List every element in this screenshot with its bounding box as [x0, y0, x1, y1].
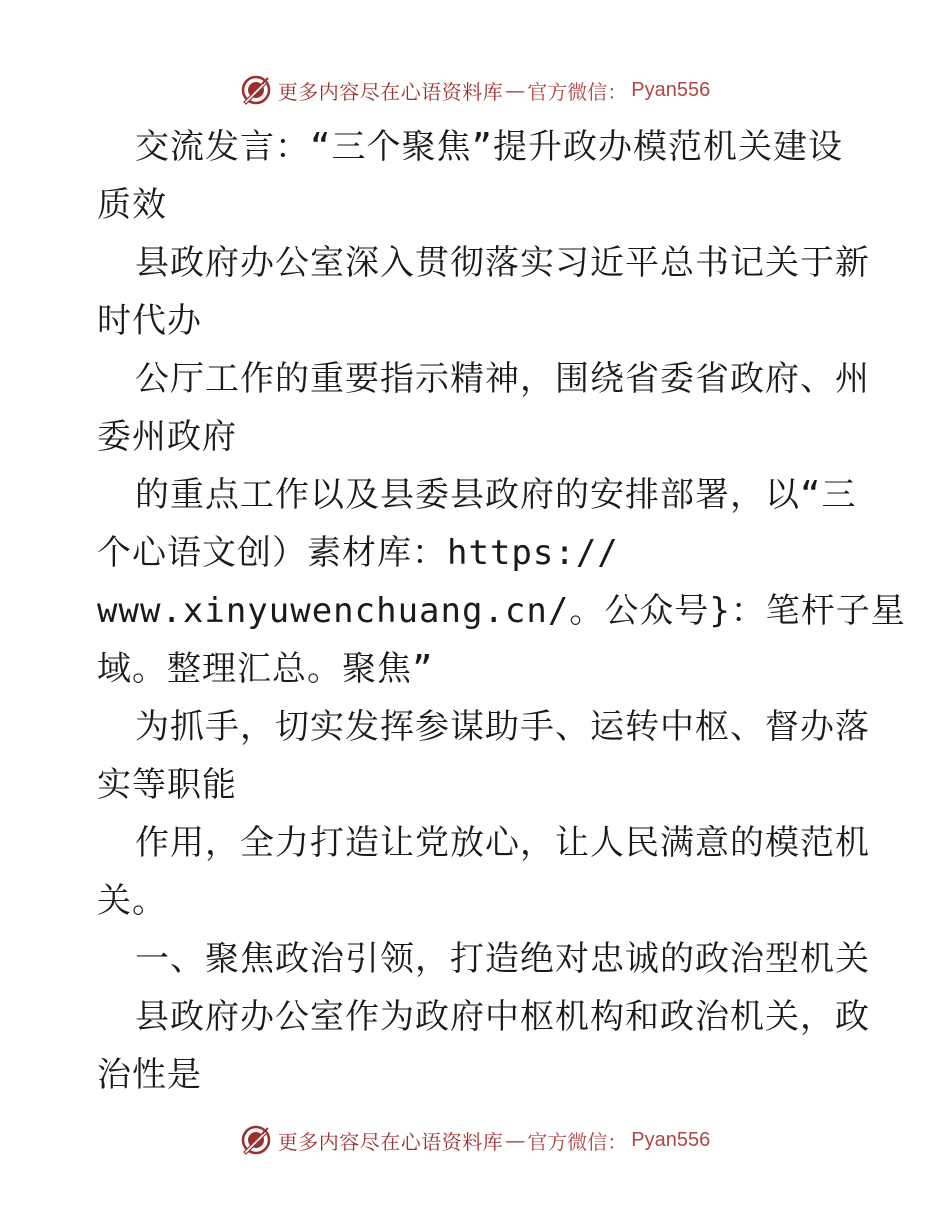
paragraph-line: 个心语文创）素材库：https://: [97, 533, 619, 573]
footer-banner: [0, 1120, 950, 1160]
paragraph-line: 的重点工作以及县委县政府的安排部署，以“三: [135, 475, 857, 515]
document-title-line-1: 交流发言：“三个聚焦”提升政办模范机关建设: [135, 127, 843, 167]
paragraph-line-url: www.xinyuwenchuang.cn/。公众号}：笔杆子星: [97, 591, 906, 631]
paragraph-line: 县政府办公室深入贯彻落实习近平总书记关于新: [135, 243, 870, 283]
header-banner: [0, 70, 950, 110]
paragraph-line: 时代办: [97, 301, 202, 341]
paragraph-line: 委州政府: [97, 417, 237, 457]
banner-wechat-label: 官方微信：: [527, 79, 628, 104]
paragraph-line: 域。整理汇总。聚焦”: [97, 649, 434, 689]
paragraph-line: 实等职能: [97, 765, 237, 805]
banner-separator: —: [505, 1128, 526, 1152]
banner-site-text: 更多内容尽在心语资料库: [277, 79, 504, 104]
banner-site-text: 更多内容尽在心语资料库: [277, 1129, 504, 1154]
paragraph-line: 县政府办公室作为政府中枢机构和政治机关，政: [135, 997, 870, 1037]
paragraph-line: 作用，全力打造让党放心，让人民满意的模范机: [135, 823, 870, 863]
paragraph-line: 公厅工作的重要指示精神，围绕省委省政府、州: [135, 359, 870, 399]
banner-wechat-id: Pyan556: [631, 1128, 711, 1151]
paragraph-line: 为抓手，切实发挥参谋助手、运转中枢、督办落: [135, 707, 870, 747]
banner-wechat-id: Pyan556: [631, 78, 711, 101]
section-heading: 一、聚焦政治引领，打造绝对忠诚的政治型机关: [135, 939, 870, 979]
paragraph-line: 治性是: [97, 1055, 202, 1095]
banner-separator: —: [505, 78, 526, 102]
quill-pen-logo-icon: [240, 1124, 272, 1156]
document-body: [97, 118, 906, 1104]
banner-wechat-label: 官方微信：: [527, 1129, 628, 1154]
paragraph-line: 关。: [97, 881, 167, 921]
document-title-line-2: 质效: [97, 185, 167, 225]
quill-pen-logo-icon: [240, 74, 272, 106]
